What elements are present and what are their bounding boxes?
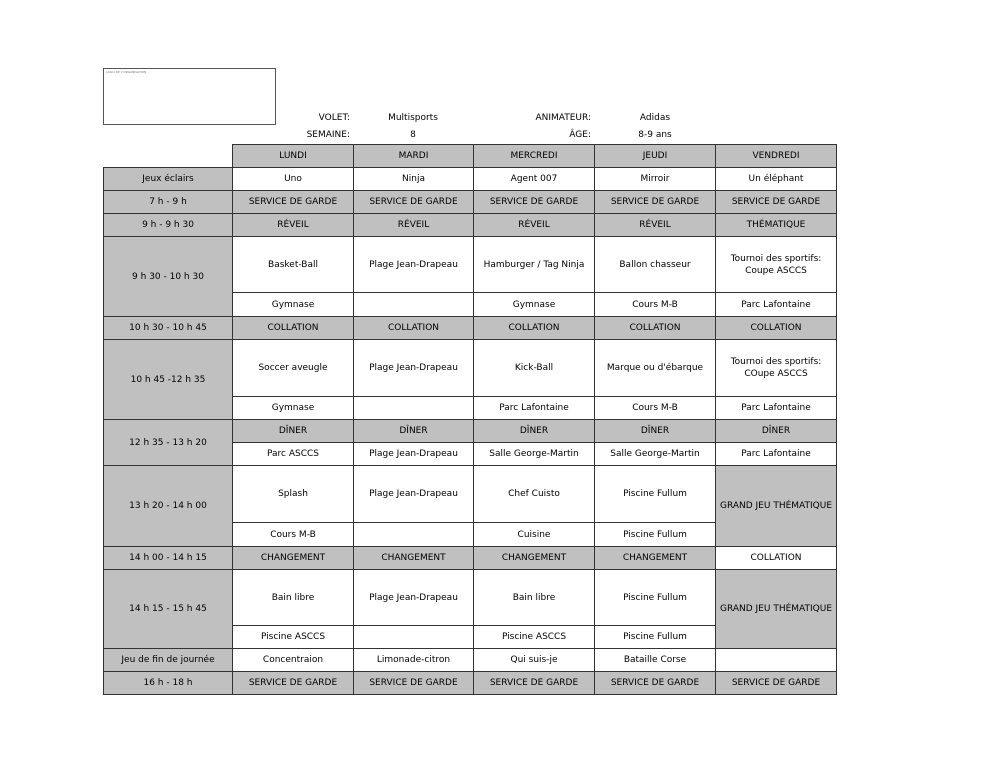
schedule-cell: SERVICE DE GARDE bbox=[595, 191, 716, 214]
schedule-cell: Cours M-B bbox=[595, 293, 716, 317]
schedule-cell: Cours M-B bbox=[233, 523, 354, 547]
schedule-cell: Ninja bbox=[354, 168, 474, 191]
time-cell: 10 h 45 -12 h 35 bbox=[104, 340, 233, 420]
schedule-cell: Parc Lafontaine bbox=[716, 397, 837, 420]
schedule-cell: DÎNER bbox=[354, 420, 474, 443]
schedule-cell: DÎNER bbox=[716, 420, 837, 443]
day-header: LUNDI bbox=[233, 145, 354, 168]
time-cell: Jeux éclairs bbox=[104, 168, 233, 191]
time-cell: 12 h 35 - 13 h 20 bbox=[104, 420, 233, 466]
schedule-cell: SERVICE DE GARDE bbox=[233, 191, 354, 214]
schedule-cell: Splash bbox=[233, 466, 354, 523]
schedule-cell: Gymnase bbox=[233, 397, 354, 420]
schedule-cell bbox=[354, 626, 474, 649]
schedule-cell: DÎNER bbox=[233, 420, 354, 443]
time-cell: Jeu de fin de journée bbox=[104, 649, 233, 672]
schedule-cell: Un éléphant bbox=[716, 168, 837, 191]
schedule-cell: CHANGEMENT bbox=[474, 547, 595, 570]
schedule-cell: Cuisine bbox=[474, 523, 595, 547]
changement-row bbox=[104, 547, 837, 570]
schedule-cell: DÎNER bbox=[595, 420, 716, 443]
schedule-cell: SERVICE DE GARDE bbox=[354, 191, 474, 214]
schedule-cell: RÉVEIL bbox=[354, 214, 474, 237]
schedule-cell: Bataille Corse bbox=[595, 649, 716, 672]
time-cell: 9 h - 9 h 30 bbox=[104, 214, 233, 237]
volet-value: Multisports bbox=[388, 113, 438, 123]
schedule-cell bbox=[354, 293, 474, 317]
schedule-cell: Concentraion bbox=[233, 649, 354, 672]
schedule-cell: Salle George-Martin bbox=[595, 443, 716, 466]
schedule-cell: Plage Jean-Drapeau bbox=[354, 466, 474, 523]
time-cell: 10 h 30 - 10 h 45 bbox=[104, 317, 233, 340]
grand-jeu-cell: GRAND JEU THÉMATIQUE bbox=[716, 570, 837, 649]
time-cell: 9 h 30 - 10 h 30 bbox=[104, 237, 233, 317]
grand-jeu-cell: GRAND JEU THÉMATIQUE bbox=[716, 466, 837, 547]
schedule-cell: Cours M-B bbox=[595, 397, 716, 420]
schedule-cell: Salle George-Martin bbox=[474, 443, 595, 466]
time-cell: 16 h - 18 h bbox=[104, 672, 233, 695]
schedule-cell: CHANGEMENT bbox=[354, 547, 474, 570]
days-header-row bbox=[104, 145, 837, 168]
schedule-cell: Piscine Fullum bbox=[595, 570, 716, 626]
schedule-cell: SERVICE DE GARDE bbox=[233, 672, 354, 695]
empty-corner-cell bbox=[104, 145, 233, 168]
schedule-cell: Plage Jean-Drapeau bbox=[354, 570, 474, 626]
schedule-cell: Piscine Fullum bbox=[595, 523, 716, 547]
schedule-cell: COLLATION bbox=[595, 317, 716, 340]
schedule-cell: Bain libre bbox=[474, 570, 595, 626]
age-label: ÂGE: bbox=[569, 130, 591, 140]
schedule-cell: Piscine Fullum bbox=[595, 466, 716, 523]
schedule-cell: SERVICE DE GARDE bbox=[474, 191, 595, 214]
schedule-cell: Tournoi des sportifs: Coupe ASCCS bbox=[716, 237, 837, 293]
schedule-cell: CHANGEMENT bbox=[595, 547, 716, 570]
time-cell: 14 h 00 - 14 h 15 bbox=[104, 547, 233, 570]
day-header: MARDI bbox=[354, 145, 474, 168]
schedule-cell: Gymnase bbox=[233, 293, 354, 317]
logo-caption: LOGO DE L'ORGANISATION bbox=[106, 70, 147, 74]
animateur-value: Adidas bbox=[639, 113, 671, 123]
garde-matin-row bbox=[104, 191, 837, 214]
schedule-cell: Parc ASCCS bbox=[233, 443, 354, 466]
activite-1-row bbox=[104, 237, 837, 293]
logo-placeholder bbox=[103, 68, 276, 125]
schedule-cell: Ballon chasseur bbox=[595, 237, 716, 293]
schedule-cell: Uno bbox=[233, 168, 354, 191]
schedule-cell bbox=[716, 649, 837, 672]
activite-3-row bbox=[104, 466, 837, 523]
schedule-cell: Tournoi des sportifs: COupe ASCCS bbox=[716, 340, 837, 397]
schedule-cell: DÎNER bbox=[474, 420, 595, 443]
schedule-cell: RÉVEIL bbox=[233, 214, 354, 237]
schedule-cell: COLLATION bbox=[716, 547, 837, 570]
schedule-cell: Marque ou d'ébarque bbox=[595, 340, 716, 397]
schedule-cell: THÉMATIQUE bbox=[716, 214, 837, 237]
schedule-cell: COLLATION bbox=[233, 317, 354, 340]
jeux-eclairs-row bbox=[104, 168, 837, 191]
animateur-label: ANIMATEUR: bbox=[535, 113, 591, 123]
schedule-cell: Plage Jean-Drapeau bbox=[354, 237, 474, 293]
reveil-row bbox=[104, 214, 837, 237]
schedule-cell: Parc Lafontaine bbox=[474, 397, 595, 420]
age-value: 8-9 ans bbox=[638, 130, 672, 140]
schedule-cell: COLLATION bbox=[474, 317, 595, 340]
schedule-cell: COLLATION bbox=[354, 317, 474, 340]
schedule-cell: Kick-Ball bbox=[474, 340, 595, 397]
day-header: JEUDI bbox=[595, 145, 716, 168]
schedule-cell: Chef Cuisto bbox=[474, 466, 595, 523]
activite-4-row bbox=[104, 570, 837, 626]
schedule-cell: Hamburger / Tag Ninja bbox=[474, 237, 595, 293]
day-header: MERCREDI bbox=[474, 145, 595, 168]
semaine-label: SEMAINE: bbox=[306, 130, 350, 140]
schedule-cell: COLLATION bbox=[716, 317, 837, 340]
schedule-cell: Parc Lafontaine bbox=[716, 443, 837, 466]
schedule-cell: Parc Lafontaine bbox=[716, 293, 837, 317]
schedule-cell: Piscine ASCCS bbox=[474, 626, 595, 649]
garde-soir-row bbox=[104, 672, 837, 695]
time-cell: 13 h 20 - 14 h 00 bbox=[104, 466, 233, 547]
schedule-cell: Limonade-citron bbox=[354, 649, 474, 672]
schedule-cell bbox=[354, 397, 474, 420]
diner-row bbox=[104, 420, 837, 443]
schedule-cell: RÉVEIL bbox=[474, 214, 595, 237]
schedule-cell bbox=[354, 523, 474, 547]
schedule-cell: SERVICE DE GARDE bbox=[474, 672, 595, 695]
schedule-cell: Agent 007 bbox=[474, 168, 595, 191]
schedule-cell: Gymnase bbox=[474, 293, 595, 317]
schedule-cell: Bain libre bbox=[233, 570, 354, 626]
semaine-value: 8 bbox=[410, 130, 416, 140]
volet-label: VOLET: bbox=[318, 113, 350, 123]
activite-2-row bbox=[104, 340, 837, 397]
day-header: VENDREDI bbox=[716, 145, 837, 168]
schedule-cell: SERVICE DE GARDE bbox=[354, 672, 474, 695]
time-cell: 7 h - 9 h bbox=[104, 191, 233, 214]
time-cell: 14 h 15 - 15 h 45 bbox=[104, 570, 233, 649]
schedule-cell: Qui suis-je bbox=[474, 649, 595, 672]
schedule-cell: Soccer aveugle bbox=[233, 340, 354, 397]
schedule-cell: Piscine Fullum bbox=[595, 626, 716, 649]
schedule-table bbox=[103, 144, 837, 695]
schedule-cell: Piscine ASCCS bbox=[233, 626, 354, 649]
schedule-cell: RÉVEIL bbox=[595, 214, 716, 237]
schedule-cell: SERVICE DE GARDE bbox=[595, 672, 716, 695]
schedule-cell: Basket-Ball bbox=[233, 237, 354, 293]
schedule-cell: Plage Jean-Drapeau bbox=[354, 340, 474, 397]
schedule-cell: SERVICE DE GARDE bbox=[716, 191, 837, 214]
schedule-cell: CHANGEMENT bbox=[233, 547, 354, 570]
schedule-cell: Plage Jean-Drapeau bbox=[354, 443, 474, 466]
jeu-fin-row bbox=[104, 649, 837, 672]
schedule-cell: SERVICE DE GARDE bbox=[716, 672, 837, 695]
schedule-cell: Mirroir bbox=[595, 168, 716, 191]
collation-row bbox=[104, 317, 837, 340]
